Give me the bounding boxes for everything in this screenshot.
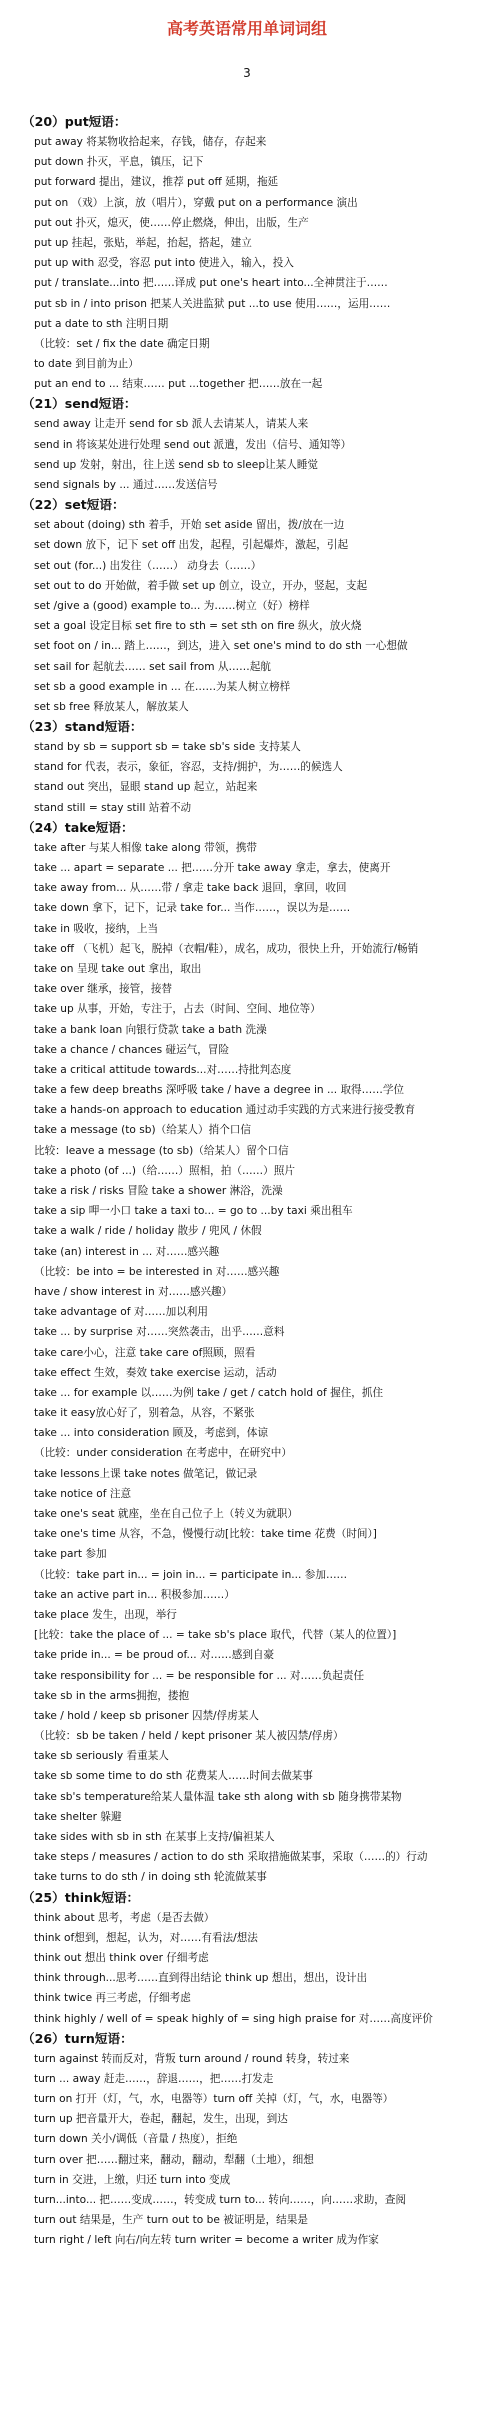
phrase-entry: stand by sb = support sb = take sb's side 支持某人 — [34, 741, 301, 754]
phrase-entry: take a risk / risks 冒险 take a shower 淋浴，洗澡 — [34, 1185, 283, 1197]
phrase-entry: take over 继承，接管，接替 — [34, 983, 173, 996]
phrase-entry: turn up 把音量开大，卷起，翻起，发生，出现，到达 — [34, 2113, 288, 2126]
phrase-entry: take on 呈现 take out 拿出，取出 — [34, 962, 202, 975]
section-heading: （26）turn短语： — [22, 2030, 133, 2046]
phrase-entry: （比较：be into = be interested in 对……感兴趣 — [34, 1265, 280, 1278]
section-heading: （21）send短语： — [22, 396, 137, 412]
phrase-entry: take turns to do sth / in doing sth 轮流做某事 — [34, 1871, 267, 1884]
phrase-entry: take effect 生效，奏效 take exercise 运动，活动 — [34, 1366, 277, 1379]
phrase-entry: take sb some time to do sth 花费某人……时间去做某事 — [34, 1770, 313, 1783]
phrase-entry: to date 到目前为止） — [34, 358, 139, 371]
phrase-entry: take a critical attitude towards...对……持批判态度 — [34, 1063, 292, 1076]
phrase-entry: take a few deep breaths 深呼吸 take / have a degree in ... 取得……学位 — [34, 1084, 405, 1097]
phrase-entry: set about (doing) sth 着手，开始 set aside 留出，拨/放在一边 — [34, 519, 345, 532]
phrase-entry: take an active part in... 积极参加……） — [34, 1588, 235, 1601]
entry-list — [22, 414, 472, 495]
phrase-entry: think of想到，想起，认为，对……有看法/想法 — [34, 1931, 258, 1944]
phrase-entry: take a sip 呷一小口 take a taxi to... = go to ...by taxi 乘出租车 — [34, 1205, 353, 1218]
entry-list — [22, 2049, 472, 2251]
phrase-entry: put out 扑灭，熄灭，使……停止燃烧，伸出，出版，生产 — [34, 216, 309, 229]
phrase-entry: put down 扑灭，平息，镇压，记下 — [34, 156, 204, 169]
phrase-entry: put up 挂起，张贴，举起，抬起，搭起，建立 — [34, 236, 252, 249]
phrase-entry: take pride in... = be proud of... 对……感到自豪 — [34, 1649, 275, 1662]
phrase-entry: put an end to ... 结束…… put ...together 把……放在一起 — [34, 378, 323, 391]
phrase-entry: turn over 把……翻过来，翻动，翻动，犁翻（土地），细想 — [34, 2153, 314, 2166]
phrase-entry: take away from... 从……带 / 拿走 take back 退回，拿回，收回 — [34, 882, 347, 895]
phrase-entry: turn on 打开（灯，气，水，电器等）turn off 关掉（灯，气，水，电器等） — [34, 2093, 394, 2106]
phrase-entry: stand out 突出，显眼 stand up 起立，站起来 — [34, 781, 258, 794]
phrase-entry: put forward 提出，建议，推荐 put off 延期，拖延 — [34, 176, 279, 189]
phrase-entry: take / hold / keep sb prisoner 囚禁/俘虏某人 — [34, 1709, 259, 1722]
phrase-entry: put away 将某物收拾起来，存钱，储存，存起来 — [34, 136, 267, 148]
phrase-entry: take place 发生，出现，举行 — [34, 1608, 177, 1621]
section-heading: （24）take短语： — [22, 819, 134, 835]
phrase-entry: send in 将该某处进行处理 send out 派遣，发出（信号、通知等） — [34, 438, 352, 451]
phrase-entry: send signals by ... 通过……发送信号 — [34, 479, 218, 491]
phrase-entry: turn in 交进，上缴，归还 turn into 变成 — [34, 2173, 231, 2186]
phrase-entry: take sides with sb in sth 在某事上支持/偏袒某人 — [34, 1831, 275, 1843]
phrase-entry: set sb a good example in ... 在……为某人树立榜样 — [34, 680, 291, 693]
page-title: 高考英语常用单词词组 — [166, 19, 327, 38]
phrase-entry: turn down 关小/调低（音量 / 热度），拒绝 — [34, 2133, 238, 2146]
phrase-entry: take (an) interest in ... 对……感兴趣 — [34, 1245, 220, 1258]
entry-list — [22, 515, 472, 717]
entry-list — [22, 737, 472, 818]
phrase-section — [22, 818, 472, 1888]
phrase-entry: take one's seat 就座，坐在自己位子上（转义为就职） — [34, 1508, 298, 1520]
phrase-entry: turn out 结果是，生产 turn out to be 被证明是，结果是 — [34, 2214, 308, 2227]
phrase-entry: take a bank loan 向银行贷款 take a bath 洗澡 — [34, 1023, 267, 1036]
phrase-entry: put sb in / into prison 把某人关进监狱 put ...to use 使用……，运用…… — [34, 297, 391, 310]
phrase-entry: put up with 忍受，容忍 put into 使进入，输入，投入 — [34, 257, 294, 270]
phrase-entry: take lessons上课 take notes 做笔记，做记录 — [34, 1467, 258, 1480]
phrase-entry: have / show interest in 对……感兴趣） — [34, 1285, 233, 1298]
phrase-entry: take shelter 躲避 — [34, 1810, 122, 1823]
phrase-entry: set sail for 起航去…… set sail from 从……起航 — [34, 660, 271, 673]
phrase-entry: take one's time 从容，不急，慢慢行动[比较：take time 花费（时间）] — [34, 1528, 377, 1541]
phrase-entry: 比较：leave a message (to sb)（给某人）留个口信 — [34, 1144, 289, 1157]
phrase-entry: stand still = stay still 站着不动 — [34, 801, 192, 814]
phrase-entry: [比较：take the place of ... = take sb's place 取代，代替（某人的位置）] — [34, 1629, 397, 1642]
phrase-entry: turn...into... 把……变成……，转变成 turn to... 转向……，向……求助，查阅 — [34, 2194, 407, 2206]
phrase-entry: take a photo (of ...)（给……）照相，拍（……）照片 — [34, 1164, 295, 1177]
phrase-entry: set out to do 开始做，着手做 set up 创立，设立，开办，竖起，支起 — [34, 579, 368, 592]
phrase-entry: take notice of 注意 — [34, 1487, 132, 1500]
phrase-entry: take sb seriously 看重某人 — [34, 1750, 169, 1763]
phrase-entry: （比较：take part in... = join in... = participate in... 参加…… — [34, 1568, 348, 1581]
phrase-entry: take a hands-on approach to education 通过动手实践的方式来进行接受教育 — [34, 1104, 416, 1117]
phrase-entry: take a walk / ride / holiday 散步 / 兜风 / 休假 — [34, 1225, 262, 1238]
phrase-entry: think through...思考……直到得出结论 think up 想出，想出，设计出 — [34, 1972, 368, 1985]
phrase-entry: put on （戏）上演，放（唱片），穿戴 put on a performance 演出 — [34, 196, 358, 209]
phrase-section — [22, 717, 472, 818]
phrase-list — [22, 112, 472, 2251]
phrase-entry: think about 思考，考虑（是否去做） — [34, 1911, 215, 1924]
phrase-entry: （比较：under consideration 在考虑中，在研究中） — [34, 1447, 292, 1460]
phrase-entry: （比较：sb be taken / held / kept prisoner 某人被囚禁/俘虏） — [34, 1730, 344, 1743]
phrase-entry: set /give a (good) example to... 为……树立（好）榜样 — [34, 599, 310, 612]
phrase-entry: take it easy放心好了，别着急，从容，不紧张 — [34, 1407, 255, 1420]
phrase-entry: turn against 转而反对，背叛 turn around / round 转身，转过来 — [34, 2052, 350, 2065]
phrase-section — [22, 495, 472, 717]
phrase-section — [22, 1888, 472, 2029]
phrase-entry: take in 吸收，接纳，上当 — [34, 922, 159, 935]
phrase-entry: think out 想出 think over 仔细考虑 — [34, 1951, 209, 1964]
phrase-section — [22, 394, 472, 495]
phrase-entry: put a date to sth 注明日期 — [34, 317, 169, 330]
phrase-section — [22, 112, 472, 394]
phrase-entry: set out (for...) 出发往（……） 动身去（……） — [34, 559, 262, 572]
phrase-entry: take sb's temperature给某人量体温 take sth along with sb 随身携带某物 — [34, 1790, 402, 1803]
phrase-entry: take a chance / chances 碰运气，冒险 — [34, 1043, 230, 1056]
phrase-entry: send away 让走开 send for sb 派人去请某人，请某人来 — [34, 418, 309, 431]
phrase-entry: take ... by surprise 对……突然袭击，出乎……意料 — [34, 1326, 285, 1339]
phrase-entry: set foot on / in... 踏上……，到达，进入 set one's mind to do sth 一心想做 — [34, 640, 408, 653]
phrase-entry: think twice 再三考虑，仔细考虑 — [34, 1992, 191, 2005]
phrase-entry: set down 放下，记下 set off 出发，起程，引起爆炸，激起，引起 — [34, 539, 349, 552]
phrase-entry: take up 从事，开始，专注于，占去（时间、空间、地位等） — [34, 1003, 321, 1016]
phrase-entry: set sb free 释放某人，解放某人 — [34, 700, 189, 713]
phrase-entry: stand for 代表，表示，象征，容忍，支持/拥护，为……的候选人 — [34, 761, 343, 774]
entry-list — [22, 838, 472, 1888]
page-number: 3 — [243, 66, 251, 80]
section-heading: （22）set短语： — [22, 497, 125, 513]
phrase-entry: turn ... away 赶走……，辞退……，把……打发走 — [34, 2072, 274, 2085]
phrase-entry: turn right / left 向右/向左转 turn writer = become a writer 成为作家 — [34, 2234, 379, 2247]
phrase-section — [22, 2029, 472, 2251]
phrase-entry: think highly / well of = speak highly of = sing high praise for 对……高度评价 — [34, 2012, 433, 2025]
phrase-entry: take ... into consideration 顾及，考虑到，体谅 — [34, 1427, 268, 1440]
section-heading: （25）think短语： — [22, 1889, 140, 1905]
phrase-entry: take responsibility for ... = be responsible for ... 对……负起责任 — [34, 1669, 365, 1682]
phrase-entry: take a message (to sb)（给某人）捎个口信 — [34, 1124, 251, 1137]
phrase-entry: take ... for example 以……为例 take / get / catch hold of 握住，抓住 — [34, 1386, 384, 1399]
phrase-entry: send up 发射，射出，往上送 send sb to sleep让某人睡觉 — [34, 458, 319, 471]
phrase-entry: （比较：set / fix the date 确定日期 — [34, 337, 210, 350]
entry-list — [22, 132, 472, 394]
phrase-entry: take after 与某人相像 take along 带领，携带 — [34, 841, 258, 854]
phrase-entry: take off （飞机）起飞，脱掉（衣帽/鞋），成名，成功，很快上升，开始流行/畅销 — [34, 942, 419, 955]
phrase-entry: take advantage of 对……加以利用 — [34, 1306, 208, 1319]
phrase-entry: take down 拿下，记下，记录 take for... 当作……，误以为是…… — [34, 902, 351, 915]
phrase-entry: take care小心，注意 take care of照顾，照看 — [34, 1346, 256, 1359]
section-heading: （20）put短语： — [22, 114, 127, 129]
section-heading: （23）stand短语： — [22, 719, 143, 735]
phrase-entry: take sb in the arms拥抱，搂抱 — [34, 1689, 190, 1702]
phrase-entry: set a goal 设定目标 set fire to sth = set sth on fire 纵火，放火烧 — [34, 620, 362, 633]
phrase-entry: take ... apart = separate ... 把……分开 take away 拿走，拿去，使离开 — [34, 862, 391, 874]
phrase-entry: take steps / measures / action to do sth 采取措施做某事，采取（……的）行动 — [34, 1851, 428, 1864]
phrase-entry: put / translate...into 把……译成 put one's heart into...全神贯注于…… — [34, 277, 388, 290]
entry-list — [22, 1908, 472, 2029]
phrase-entry: take part 参加 — [34, 1548, 107, 1561]
